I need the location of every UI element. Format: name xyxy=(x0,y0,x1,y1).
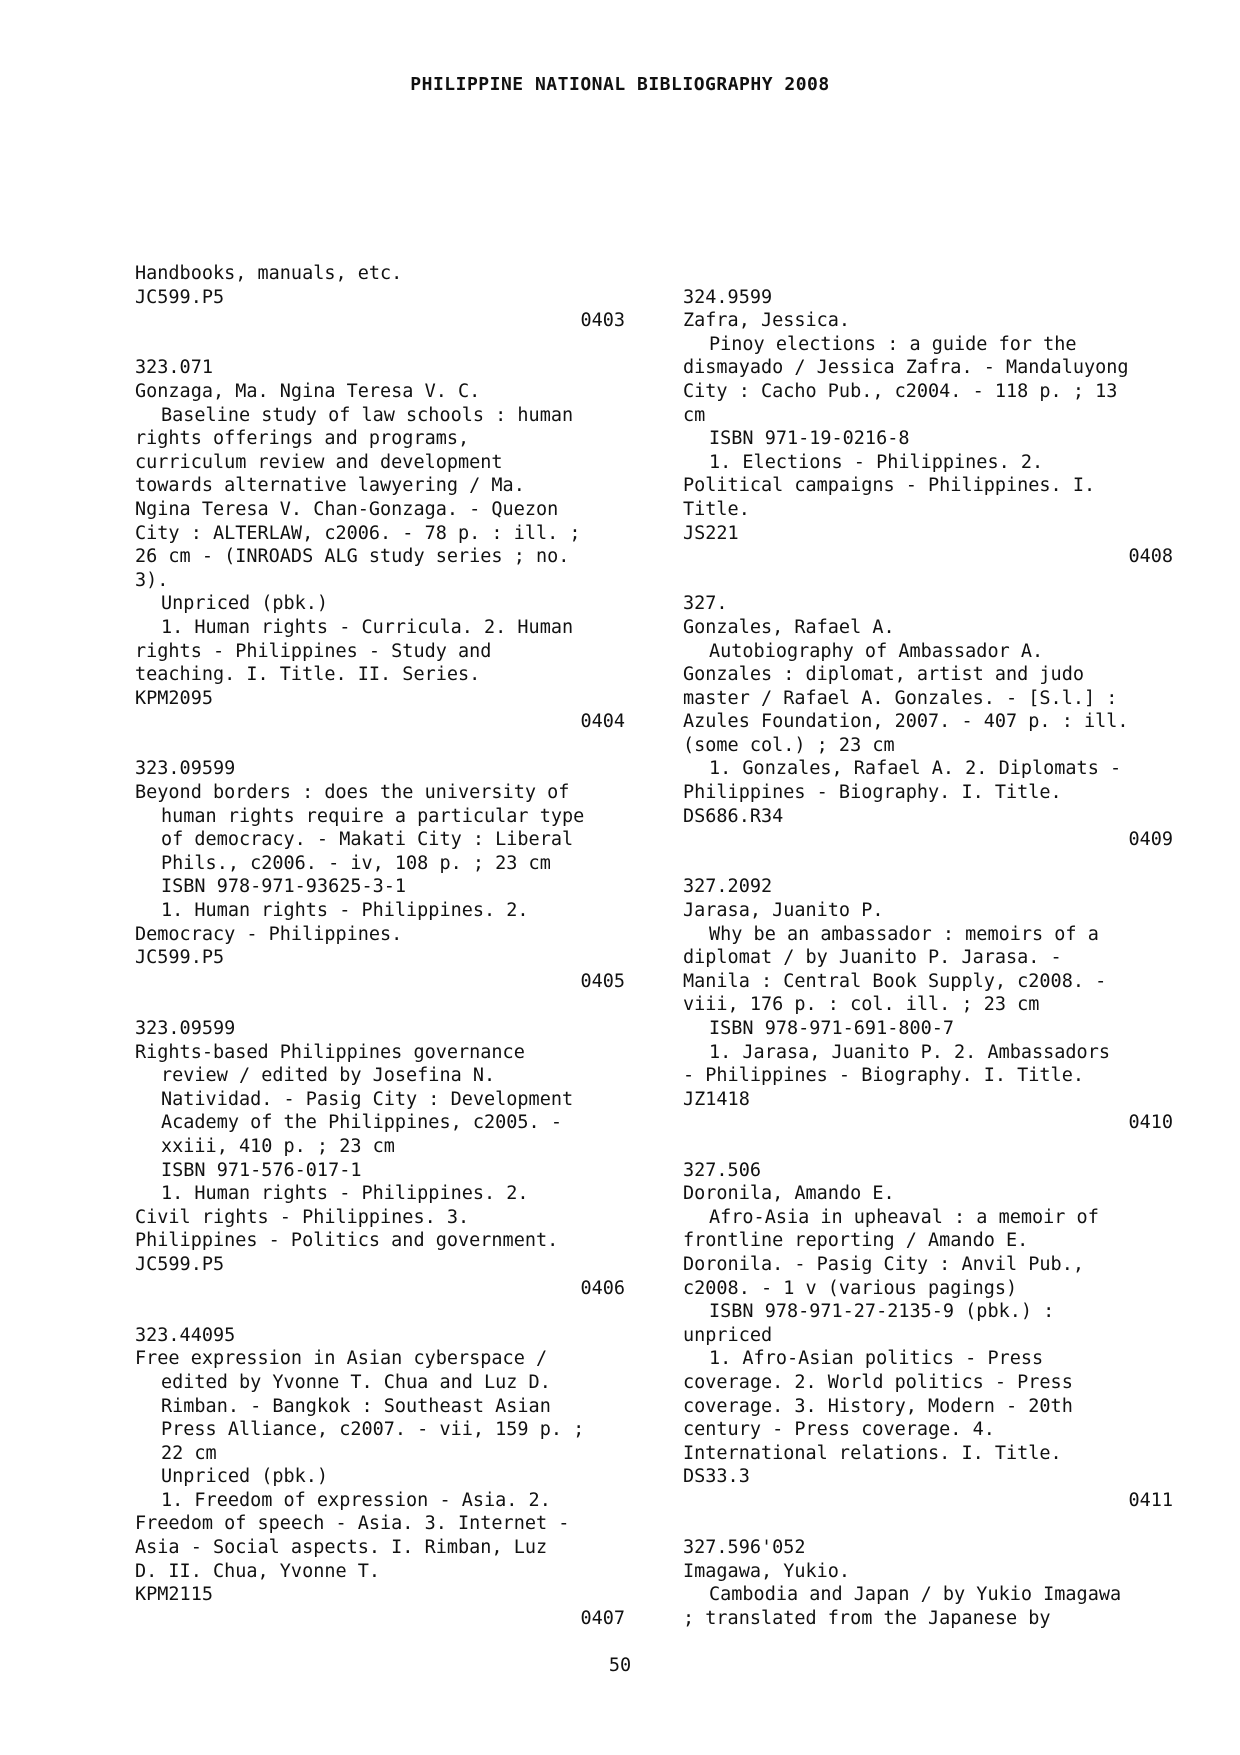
entry-line: - Philippines - Biography. I. Title. xyxy=(683,1065,1084,1087)
entry-line: Freedom of speech - Asia. 3. Internet - xyxy=(135,1513,570,1535)
entry-line: JC599.P5 xyxy=(135,286,225,308)
entry-number: 0403 xyxy=(580,310,625,332)
entry-line: Unpriced (pbk.) xyxy=(161,1466,329,1488)
entry-line: Gonzales : diplomat, artist and judo xyxy=(683,664,1084,686)
entry-line: Imagawa, Yukio. xyxy=(683,1560,851,1582)
running-header xyxy=(0,74,1240,95)
classification-number: 324.9599 xyxy=(683,286,773,308)
entry-line: Handbooks, manuals, etc. xyxy=(135,263,403,284)
bibliographic-entry xyxy=(683,875,1173,1135)
entry-line: 1. Gonzales, Rafael A. 2. Diplomats - xyxy=(709,758,1122,780)
entry-line: Azules Foundation, 2007. - 407 p. : ill. xyxy=(683,711,1129,733)
entry-line: c2008. - 1 v (various pagings) xyxy=(683,1277,1018,1299)
entry-line: International relations. I. Title. xyxy=(683,1442,1062,1464)
continued-entry xyxy=(135,262,625,333)
entry-line: 1. Jarasa, Juanito P. 2. Ambassadors xyxy=(709,1041,1110,1063)
entry-line: JZ1418 xyxy=(683,1088,750,1110)
entry-line: Doronila, Amando E. xyxy=(683,1183,895,1205)
bibliographic-entry xyxy=(135,1324,625,1631)
entry-line: Manila : Central Book Supply, c2008. - xyxy=(683,970,1107,992)
entry-line: coverage. 2. World politics - Press xyxy=(683,1371,1073,1393)
entry-line: viii, 176 p. : col. ill. ; 23 cm xyxy=(683,994,1040,1016)
entry-line: of democracy. - Makati City : Liberal xyxy=(161,829,574,851)
bibliographic-entry xyxy=(683,1536,1173,1630)
entry-line: Title. xyxy=(683,498,750,520)
entry-line: KPM2095 xyxy=(135,687,213,709)
entry-line: review / edited by Josefina N. xyxy=(161,1065,496,1087)
entry-line: 26 cm - (INROADS ALG study series ; no. xyxy=(135,546,570,568)
entry-line: DS686.R34 xyxy=(683,805,784,827)
entry-line: 1. Human rights - Philippines. 2. xyxy=(161,900,529,922)
entry-line: Baseline study of law schools : human xyxy=(161,404,574,426)
entry-line: coverage. 3. History, Modern - 20th xyxy=(683,1395,1073,1417)
entry-line: Why be an ambassador : memoirs of a xyxy=(709,923,1099,945)
classification-number: 323.44095 xyxy=(135,1324,236,1346)
entry-line: Philippines - Biography. I. Title. xyxy=(683,782,1062,804)
entry-line: towards alternative lawyering / Ma. xyxy=(135,475,525,497)
entry-line: Phils., c2006. - iv, 108 p. ; 23 cm xyxy=(161,852,551,874)
entry-number: 0410 xyxy=(1128,1112,1173,1134)
entry-line: edited by Yvonne T. Chua and Luz D. xyxy=(161,1371,551,1393)
entry-line: Zafra, Jessica. xyxy=(683,310,851,332)
entry-line: rights - Philippines - Study and xyxy=(135,640,492,662)
entry-line: Civil rights - Philippines. 3. xyxy=(135,1206,470,1228)
entry-number: 0405 xyxy=(580,970,625,992)
entry-line: JC599.P5 xyxy=(135,947,225,969)
bibliographic-entry xyxy=(135,1017,625,1300)
entry-line: curriculum review and development xyxy=(135,451,503,473)
classification-number: 327.596'052 xyxy=(683,1537,806,1559)
entry-number: 0407 xyxy=(580,1607,625,1629)
entry-line: City : Cacho Pub., c2004. - 118 p. ; 13 xyxy=(683,380,1118,402)
entry-line: human rights require a particular type xyxy=(161,805,585,827)
classification-number: 323.09599 xyxy=(135,758,236,780)
entry-line: frontline reporting / Amando E. xyxy=(683,1230,1029,1252)
entry-line: City : ALTERLAW, c2006. - 78 p. : ill. ; xyxy=(135,522,581,544)
entry-number: 0411 xyxy=(1128,1489,1173,1511)
entry-line: xxiii, 410 p. ; 23 cm xyxy=(161,1135,395,1157)
entry-line: 1. Afro-Asian politics - Press xyxy=(709,1348,1044,1370)
entry-line: Jarasa, Juanito P. xyxy=(683,900,884,922)
entry-line: cm xyxy=(683,404,706,426)
bibliographic-entry xyxy=(683,592,1173,852)
entry-number: 0409 xyxy=(1128,829,1173,851)
bibliographic-entry xyxy=(135,757,625,993)
entry-line: Philippines - Politics and government. xyxy=(135,1230,559,1252)
entry-line: JS221 xyxy=(683,522,739,544)
entry-line: Free expression in Asian cyberspace / xyxy=(135,1348,548,1370)
entry-line: 1. Elections - Philippines. 2. xyxy=(709,451,1044,473)
entry-line: Beyond borders : does the university of xyxy=(135,782,570,804)
entry-line: 1. Human rights - Curricula. 2. Human xyxy=(161,616,574,638)
entry-line: KPM2115 xyxy=(135,1584,213,1606)
entry-line: ; translated from the Japanese by xyxy=(683,1607,1051,1629)
entry-line: Press Alliance, c2007. - vii, 159 p. ; xyxy=(161,1419,585,1441)
entry-line: ISBN 978-971-93625-3-1 xyxy=(161,876,407,898)
entry-line: Democracy - Philippines. xyxy=(135,923,403,945)
entry-number: 0404 xyxy=(580,711,625,733)
bibliographic-entry xyxy=(683,286,1173,569)
entry-line: master / Rafael A. Gonzales. - [S.l.] : xyxy=(683,687,1118,709)
entry-line: Asia - Social aspects. I. Rimban, Luz xyxy=(135,1537,548,1559)
entry-line: dismayado / Jessica Zafra. - Mandaluyong xyxy=(683,357,1129,379)
entry-line: Autobiography of Ambassador A. xyxy=(709,640,1044,662)
entry-line: JC599.P5 xyxy=(135,1253,225,1275)
entry-line: Rimban. - Bangkok : Southeast Asian xyxy=(161,1395,551,1417)
entry-line: Pinoy elections : a guide for the xyxy=(709,333,1077,355)
entry-line: Academy of the Philippines, c2005. - xyxy=(161,1112,562,1134)
entry-line: Natividad. - Pasig City : Development xyxy=(161,1088,574,1110)
entry-line: ISBN 971-19-0216-8 xyxy=(709,428,910,450)
bibliography-title: PHILIPPINE NATIONAL BIBLIOGRAPHY 2008 xyxy=(410,74,830,95)
entry-line: DS33.3 xyxy=(683,1466,750,1488)
entry-line: Gonzales, Rafael A. xyxy=(683,616,895,638)
entry-line: 1. Freedom of expression - Asia. 2. xyxy=(161,1489,551,1511)
entry-line: (some col.) ; 23 cm xyxy=(683,734,895,756)
entry-line: 1. Human rights - Philippines. 2. xyxy=(161,1183,529,1205)
right-column xyxy=(683,262,1173,1630)
entry-number: 0406 xyxy=(580,1277,625,1299)
classification-number: 323.09599 xyxy=(135,1018,236,1039)
bibliographic-entry xyxy=(135,356,625,734)
entry-line: ISBN 978-971-27-2135-9 (pbk.) : xyxy=(709,1301,1055,1323)
entry-line: Political campaigns - Philippines. I. xyxy=(683,475,1096,497)
entry-line: 22 cm xyxy=(161,1442,217,1464)
classification-number: 327.506 xyxy=(683,1159,761,1181)
entry-line: Unpriced (pbk.) xyxy=(161,593,329,615)
entry-line: D. II. Chua, Yvonne T. xyxy=(135,1560,381,1582)
left-column xyxy=(135,262,625,1630)
entry-line: Rights-based Philippines governance xyxy=(135,1041,525,1063)
entry-line: ISBN 978-971-691-800-7 xyxy=(709,1018,955,1039)
left-column-content xyxy=(135,262,625,1630)
entry-line: Gonzaga, Ma. Ngina Teresa V. C. xyxy=(135,380,481,402)
bibliographic-entry xyxy=(683,1159,1173,1513)
entry-number: 0408 xyxy=(1128,546,1173,568)
page-number: 50 xyxy=(608,1655,632,1676)
entry-line: diplomat / by Juanito P. Jarasa. - xyxy=(683,947,1062,969)
entry-line: century - Press coverage. 4. xyxy=(683,1419,995,1441)
entry-line: teaching. I. Title. II. Series. xyxy=(135,664,481,686)
right-column-content xyxy=(683,262,1173,1630)
entry-line: Afro-Asia in upheaval : a memoir of xyxy=(709,1206,1099,1228)
entry-line: Cambodia and Japan / by Yukio Imagawa xyxy=(709,1584,1122,1606)
classification-number: 327. xyxy=(683,593,728,615)
entry-line: 3). xyxy=(135,569,169,591)
classification-number: 323.071 xyxy=(135,357,213,379)
entry-line: Doronila. - Pasig City : Anvil Pub., xyxy=(683,1253,1084,1275)
entry-line: ISBN 971-576-017-1 xyxy=(161,1159,362,1181)
classification-number: 327.2092 xyxy=(683,876,773,898)
entry-line: Ngina Teresa V. Chan-Gonzaga. - Quezon xyxy=(135,498,559,520)
entry-line: rights offerings and programs, xyxy=(135,428,470,450)
entry-line: unpriced xyxy=(683,1324,773,1346)
